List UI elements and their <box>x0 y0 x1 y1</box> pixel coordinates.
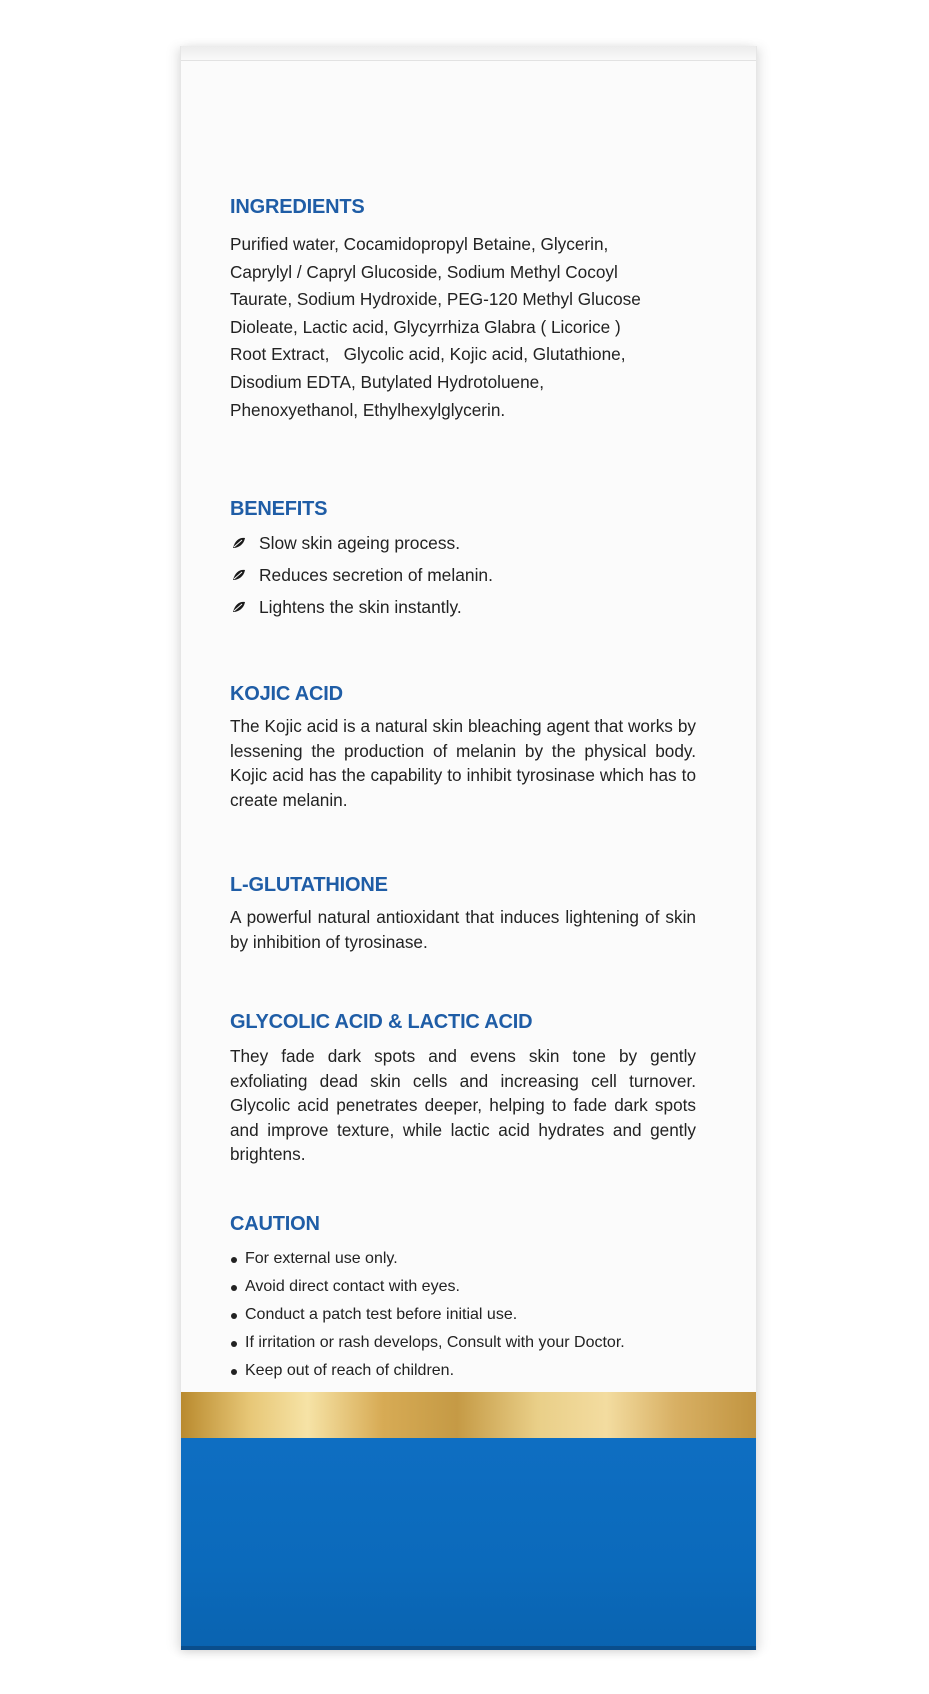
caution-item <box>230 1276 696 1304</box>
leaf-icon <box>232 568 246 582</box>
bullet-dot-icon <box>231 1285 237 1291</box>
benefits-section <box>230 498 696 627</box>
leaf-icon <box>232 536 246 550</box>
benefits-list <box>230 531 696 627</box>
glycolic-lactic-section <box>230 1011 696 1167</box>
benefit-item <box>230 531 696 563</box>
caution-list <box>230 1248 696 1388</box>
bullet-dot-icon <box>231 1257 237 1263</box>
caution-section <box>230 1213 696 1388</box>
caution-text: Avoid direct contact with eyes. <box>245 1278 460 1295</box>
blue-band-bottom-edge <box>181 1646 756 1650</box>
ingredients-heading: INGREDIENTS <box>230 196 365 218</box>
glutathione-section <box>230 874 696 954</box>
caution-item <box>230 1248 696 1276</box>
caution-text: For external use only. <box>245 1250 398 1267</box>
benefit-text: Reduces secretion of melanin. <box>259 565 493 585</box>
glutathione-text: A powerful natural antioxidant that induces lightening of skin by inhibition of tyrosinase. <box>230 907 696 952</box>
caution-item <box>230 1332 696 1360</box>
box-top-edge <box>181 46 756 61</box>
ingredients-text <box>230 231 696 424</box>
benefit-text: Lightens the skin instantly. <box>259 597 462 617</box>
caution-text: Conduct a patch test before initial use. <box>245 1306 518 1323</box>
bullet-dot-icon <box>231 1341 237 1347</box>
caution-item <box>230 1304 696 1332</box>
ingredients-line: Phenoxyethanol, Ethylhexylglycerin. <box>230 399 506 420</box>
bullet-dot-icon <box>231 1369 237 1375</box>
benefits-heading: BENEFITS <box>230 498 328 520</box>
gold-foil-band <box>181 1392 756 1438</box>
ingredients-line: Disodium EDTA, Butylated Hydrotoluene, <box>230 371 544 392</box>
ingredients-section <box>230 196 696 424</box>
caution-item <box>230 1360 696 1388</box>
glutathione-heading: L-GLUTATHIONE <box>230 874 388 896</box>
kojic-acid-text: The Kojic acid is a natural skin bleaching agent that works by lessening the production of melanin by the physical body. Kojic acid has the capability to inhibit tyrosinase which has to create melanin. <box>230 716 696 810</box>
ingredients-line: Root Extract, Glycolic acid, Kojic acid, Glutathione, <box>230 344 626 365</box>
kojic-acid-heading: KOJIC ACID <box>230 683 343 705</box>
leaf-icon <box>232 600 246 614</box>
blue-band <box>181 1438 756 1650</box>
glycolic-lactic-heading: GLYCOLIC ACID & LACTIC ACID <box>230 1011 533 1033</box>
bullet-dot-icon <box>231 1313 237 1319</box>
benefit-item <box>230 595 696 627</box>
ingredients-line: Purified water, Cocamidopropyl Betaine, Glycerin, <box>230 234 609 254</box>
benefit-item <box>230 563 696 595</box>
product-box <box>180 46 757 1650</box>
benefit-text: Slow skin ageing process. <box>259 533 461 553</box>
glycolic-lactic-text: They fade dark spots and evens skin tone by gently exfoliating dead skin cells and increasing cell turnover. Glycolic acid penetrates deeper, helping to fade dark spots and improve texture, while lactic acid hydrates and gently brightens. <box>230 1046 696 1164</box>
ingredients-line: Taurate, Sodium Hydroxide, PEG-120 Methyl Glucose <box>230 289 641 310</box>
ingredients-line: Dioleate, Lactic acid, Glycyrrhiza Glabra ( Licorice ) <box>230 316 621 337</box>
caution-text: If irritation or rash develops, Consult with your Doctor. <box>245 1334 625 1351</box>
kojic-acid-section <box>230 683 696 812</box>
ingredients-line: Caprylyl / Capryl Glucoside, Sodium Methyl Cocoyl <box>230 261 618 282</box>
caution-heading: CAUTION <box>230 1213 320 1235</box>
caution-text: Keep out of reach of children. <box>245 1362 455 1379</box>
